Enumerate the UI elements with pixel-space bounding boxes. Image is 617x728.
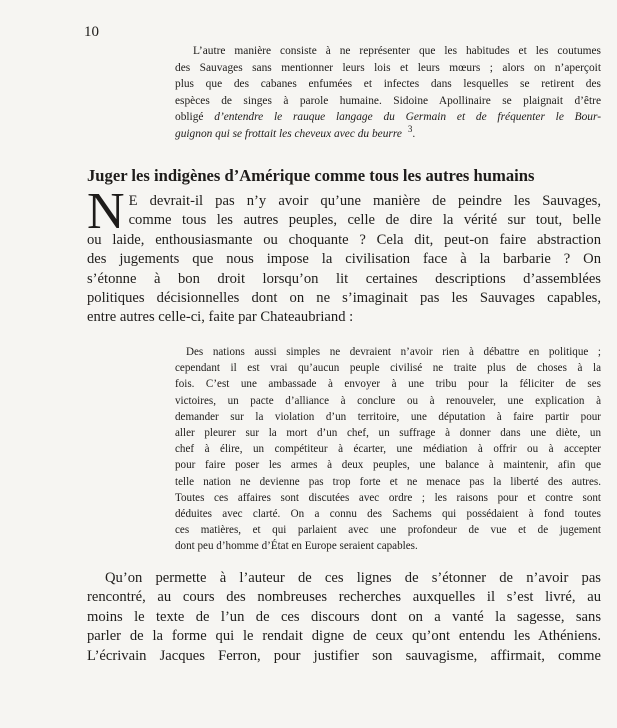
quote-line: plus que des cabanes enfumées et infectes dans lesquelles se retirent des (175, 78, 601, 90)
paragraph-line: parler de la forme qui le rendait digne de ceux qu’ont entendu les Athéniens. (87, 628, 601, 645)
paragraph-line: comme tous les autres peuples, celle de dire la vérité sur tout, belle (128, 212, 601, 229)
paragraph-ferron (87, 569, 601, 666)
quote-line (175, 109, 601, 126)
quote-line: espèces de singes à parole humaine. Sidoine Apollinaire se plaignait d’être (175, 94, 601, 107)
paragraph-line: ou laide, enthousiasmante ou choquante ? Cela dit, peut-on faire abstraction (87, 231, 601, 248)
quote-line: Des nations aussi simples ne devraient n’avoir rien à débattre en politique ; (186, 346, 601, 358)
paragraph-line: L’écrivain Jacques Ferron, pour justifier son sauvagisme, affirmait, comme (87, 647, 601, 664)
page-number: 10 (84, 24, 99, 40)
paragraph-line: Qu’on permette à l’auteur de ces lignes de s’étonner de n’avoir pas (105, 570, 601, 586)
quote-line: pour faire poser les armes à deux peuples, une balance à maintenir, afin que (175, 459, 601, 472)
footnote-reference[interactable]: 3 (407, 123, 413, 134)
quote-italic-text: d’entendre le rauque langage du Germain et de fréquenter le Bour- (214, 111, 601, 123)
paragraph-line: s’étonne à bon droit lorsqu’on lit certaines descriptions d’assemblées (87, 270, 601, 287)
block-quote-apollinaire (175, 43, 601, 142)
paragraph-line: politiques décisionnelles dont on ne s’imaginait pas les Sauvages capables, (87, 290, 601, 307)
quote-line: Toutes ces affaires sont discutées avec ordre ; les raisons pour et contre sont (175, 491, 601, 504)
quote-line: victoires, un pacte d’alliance à conclure ou à renouveler, une explication à (175, 394, 601, 407)
paragraph-intro (87, 183, 601, 328)
quote-text: . (412, 127, 416, 140)
quote-line: demander sur la violation d’un territoire, une députation à faire partir pour (175, 410, 601, 423)
quote-italic-text: guignon qui se frottait les cheveux avec du beurre (175, 127, 402, 140)
quote-line: chef à élire, un compétiteur à écarter, une médiation à offrir ou à accepter (175, 443, 601, 456)
paragraph-line: des jugements que nous impose la civilisation face à la barbarie ? On (87, 251, 601, 268)
quote-line: déduites avec clarté. On a connu des Sachems qui possédaient à fond toutes (175, 508, 601, 521)
paragraph-line: E devrait-il pas n’y avoir qu’une manière de peindre les Sauvages, (128, 193, 601, 209)
drop-cap: N (87, 183, 125, 240)
quote-line: dont peu d’homme d’État en Europe seraient capables. (175, 540, 418, 553)
paragraph-line: moins le texte de l’un de ces discours dont on a vanté la sagesse, sans (87, 608, 601, 625)
block-quote-chateaubriand (175, 344, 601, 555)
paragraph-line: rencontré, au cours des nombreuses recherches auxquelles il s’est livré, au (87, 589, 601, 606)
quote-line: telle nation ne devienne pas trop forte et ne menace pas la liberté des autres. (175, 475, 601, 488)
quote-line: des Sauvages sans mentionner leurs lois et leurs mœurs ; alors on n’aperçoit (175, 61, 601, 74)
quote-line (175, 123, 601, 143)
quote-line: ces matières, et qui parlaient avec une profondeur de vue et de jugement (175, 524, 601, 537)
quote-line: cependant il est vrai qu’aucun peuple civilisé ne traite plus de choses à la (175, 362, 601, 375)
quote-line: L’autre manière consiste à ne représenter que les habitudes et les coutumes (193, 45, 601, 57)
quote-text: obligé (175, 111, 215, 123)
section-heading: Juger les indigènes d’Amérique comme tous les autres humains (87, 166, 535, 185)
quote-line: aller pleurer sur la mort d’un chef, un suffrage à donner dans une diète, un (175, 427, 601, 440)
quote-line: fois. C’est une ambassade à envoyer à une tribu pour la féliciter de ses (175, 378, 601, 391)
paragraph-line: entre autres celle-ci, faite par Chateaubriand : (87, 309, 354, 326)
